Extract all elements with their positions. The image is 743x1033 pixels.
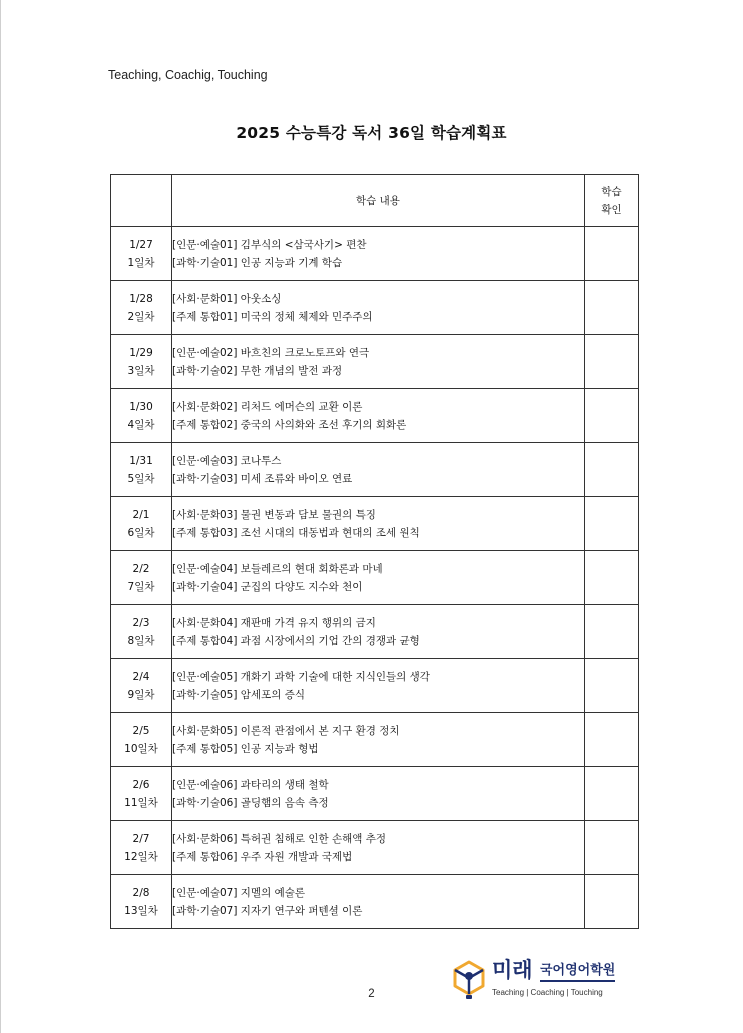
day-cell [111,335,172,389]
day-label: 9일차 [127,688,155,701]
day-cell [111,389,172,443]
day-cell [111,227,172,281]
day-label: 8일차 [127,634,155,647]
check-cell[interactable] [585,551,639,605]
table-row [111,659,639,713]
check-cell[interactable] [585,389,639,443]
check-cell[interactable] [585,605,639,659]
study-plan-table [110,174,639,929]
content-line-2: [주제 통합05] 인공 지능과 형법 [172,742,319,755]
cube-lightbulb-icon [450,959,488,1001]
content-line-1: [인문·예술05] 개화기 과학 기술에 대한 지식인들의 생각 [172,670,430,683]
content-line-2: [과학·기술07] 지자기 연구와 퍼텐셜 이론 [172,904,363,917]
table-row [111,443,639,497]
content-line-2: [주제 통합03] 조선 시대의 대동법과 현대의 조세 원칙 [172,526,420,539]
day-cell [111,821,172,875]
content-line-1: [인문·예술03] 코나투스 [172,454,282,467]
date-label: 2/8 [132,886,150,899]
content-line-1: [인문·예술04] 보들레르의 현대 회화론과 마네 [172,562,383,575]
content-cell [172,767,585,821]
day-label: 5일차 [127,472,155,485]
check-cell[interactable] [585,767,639,821]
academy-logo [450,957,640,1003]
day-label: 12일차 [124,850,158,863]
day-label: 3일차 [127,364,155,377]
content-line-1: [사회·문화02] 리처드 에머슨의 교환 이론 [172,400,363,413]
date-label: 2/1 [132,508,150,521]
day-label: 10일차 [124,742,158,755]
content-line-2: [과학·기술06] 골딩햄의 음속 측정 [172,796,329,809]
day-label: 7일차 [127,580,155,593]
date-label: 1/31 [129,454,153,467]
content-line-2: [과학·기술04] 군집의 다양도 지수와 천이 [172,580,363,593]
header-check-line1: 학습 [601,185,622,198]
check-cell[interactable] [585,713,639,767]
date-label: 2/6 [132,778,150,791]
content-line-2: [과학·기술03] 미세 조류와 바이오 연료 [172,472,353,485]
day-cell [111,281,172,335]
table-row [111,389,639,443]
day-cell [111,713,172,767]
day-label: 1일차 [127,256,155,269]
date-label: 2/2 [132,562,150,575]
day-label: 4일차 [127,418,155,431]
content-line-1: [사회·문화05] 이론적 관점에서 본 지구 환경 정치 [172,724,400,737]
check-cell[interactable] [585,875,639,929]
date-label: 2/4 [132,670,150,683]
table-row [111,875,639,929]
check-cell[interactable] [585,443,639,497]
content-cell [172,821,585,875]
check-cell[interactable] [585,821,639,875]
content-cell [172,605,585,659]
header-check [585,175,639,227]
content-cell [172,659,585,713]
content-cell [172,497,585,551]
content-line-1: [인문·예술02] 바흐친의 크로노토프와 연극 [172,346,370,359]
content-cell [172,281,585,335]
header-tagline: Teaching, Coachig, Touching [108,68,268,82]
table-header-row [111,175,639,227]
logo-name: 미래 [492,958,533,982]
content-line-2: [과학·기술01] 인공 지능과 기계 학습 [172,256,343,269]
table-row [111,767,639,821]
date-label: 1/30 [129,400,153,413]
content-line-1: [인문·예술06] 과타리의 생태 철학 [172,778,329,791]
day-cell [111,443,172,497]
day-label: 11일차 [124,796,158,809]
date-label: 2/7 [132,832,150,845]
date-label: 2/3 [132,616,150,629]
content-line-2: [주제 통합06] 우주 자원 개발과 국제법 [172,850,353,863]
table-row [111,281,639,335]
content-line-1: [사회·문화06] 특허권 침해로 인한 손해액 추정 [172,832,387,845]
table-row [111,335,639,389]
content-line-1: [인문·예술07] 지멜의 예술론 [172,886,305,899]
content-cell [172,443,585,497]
date-label: 1/27 [129,238,153,251]
date-label: 1/29 [129,346,153,359]
check-cell[interactable] [585,281,639,335]
content-line-1: [인문·예술01] 김부식의 <삼국사기> 편찬 [172,238,367,251]
logo-subtitle: 국어영어학원 [540,963,615,982]
date-label: 1/28 [129,292,153,305]
date-label: 2/5 [132,724,150,737]
day-cell [111,605,172,659]
table-row [111,227,639,281]
content-line-1: [사회·문화01] 아웃소싱 [172,292,282,305]
day-label: 2일차 [127,310,155,323]
content-line-1: [사회·문화04] 재판매 가격 유지 행위의 금지 [172,616,376,629]
table-row [111,497,639,551]
day-cell [111,875,172,929]
check-cell[interactable] [585,659,639,713]
header-content: 학습 내용 [172,175,585,227]
check-cell[interactable] [585,335,639,389]
content-cell [172,389,585,443]
page-number: 2 [368,988,375,1000]
page-edge [0,0,1,1033]
table-row [111,605,639,659]
content-line-2: [주제 통합04] 과점 시장에서의 기업 간의 경쟁과 균형 [172,634,420,647]
content-line-1: [사회·문화03] 물권 변동과 담보 물권의 특징 [172,508,376,521]
check-cell[interactable] [585,227,639,281]
content-line-2: [과학·기술02] 무한 개념의 발전 과정 [172,364,343,377]
content-line-2: [과학·기술05] 암세포의 증식 [172,688,305,701]
content-cell [172,227,585,281]
content-line-2: [주제 통합02] 중국의 사의화와 조선 후기의 회화론 [172,418,407,431]
day-cell [111,551,172,605]
page-title: 2025 수능특강 독서 36일 학습계획표 [236,124,507,142]
day-cell [111,659,172,713]
content-cell [172,551,585,605]
check-cell[interactable] [585,497,639,551]
table-row [111,821,639,875]
content-cell [172,335,585,389]
header-check-line2: 확인 [601,203,622,216]
table-row [111,713,639,767]
content-cell [172,875,585,929]
table-row [111,551,639,605]
day-cell [111,767,172,821]
content-line-2: [주제 통합01] 미국의 정체 체제와 민주주의 [172,310,373,323]
day-label: 6일차 [127,526,155,539]
day-cell [111,497,172,551]
header-day [111,175,172,227]
day-label: 13일차 [124,904,158,917]
content-cell [172,713,585,767]
logo-slogan: Teaching | Coaching | Touching [492,988,603,997]
